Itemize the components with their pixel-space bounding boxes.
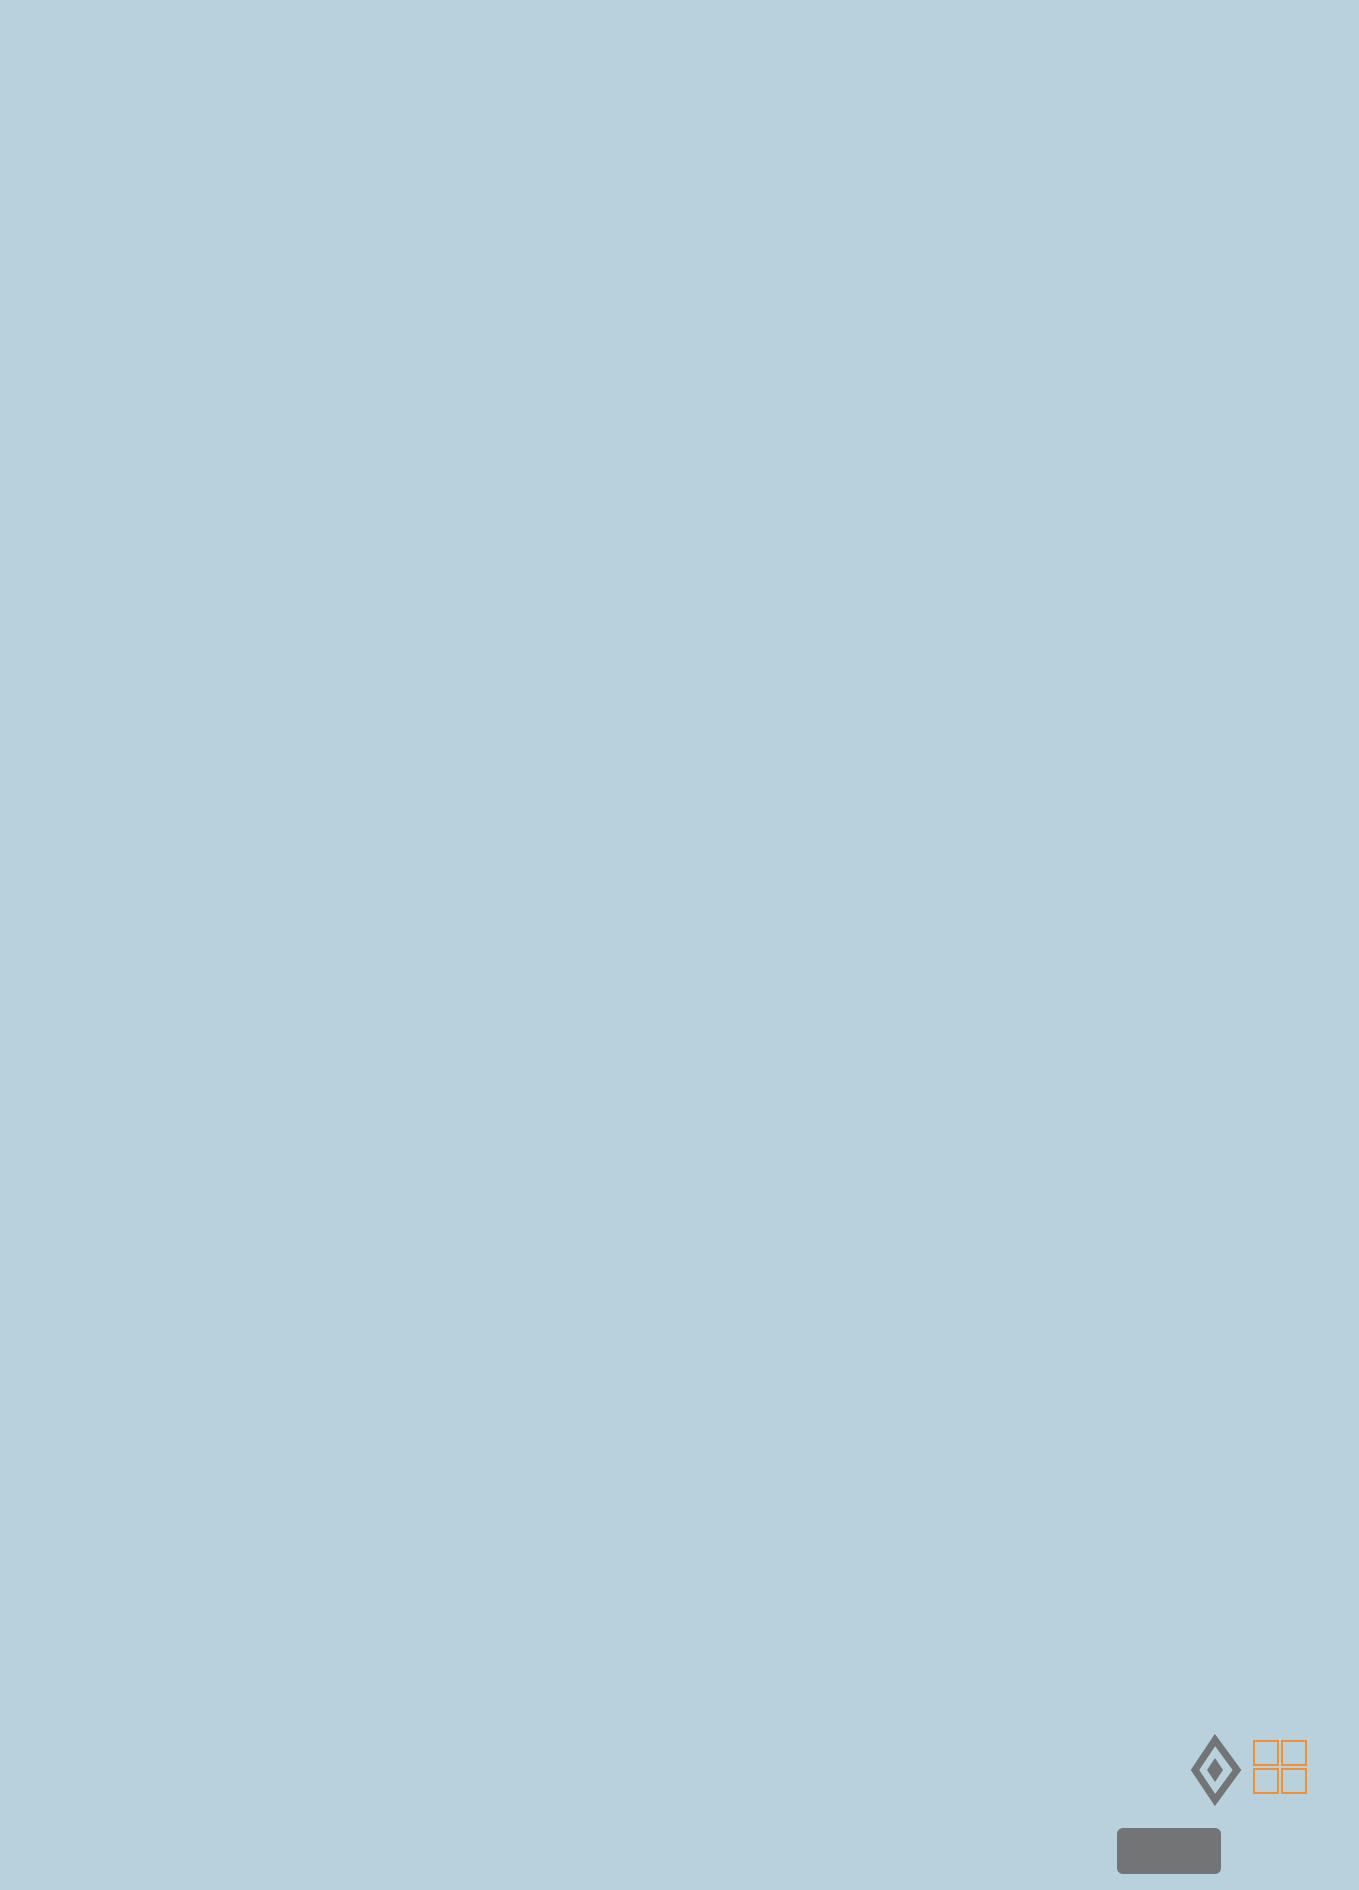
code-letters-box	[1117, 1828, 1221, 1874]
branding-block	[1005, 1730, 1355, 1880]
top-micro-grid	[0, 0, 1359, 540]
simp-logo	[1253, 1740, 1307, 1794]
circle-code-art	[0, 540, 1359, 1010]
circle-code-section	[0, 540, 1359, 1010]
